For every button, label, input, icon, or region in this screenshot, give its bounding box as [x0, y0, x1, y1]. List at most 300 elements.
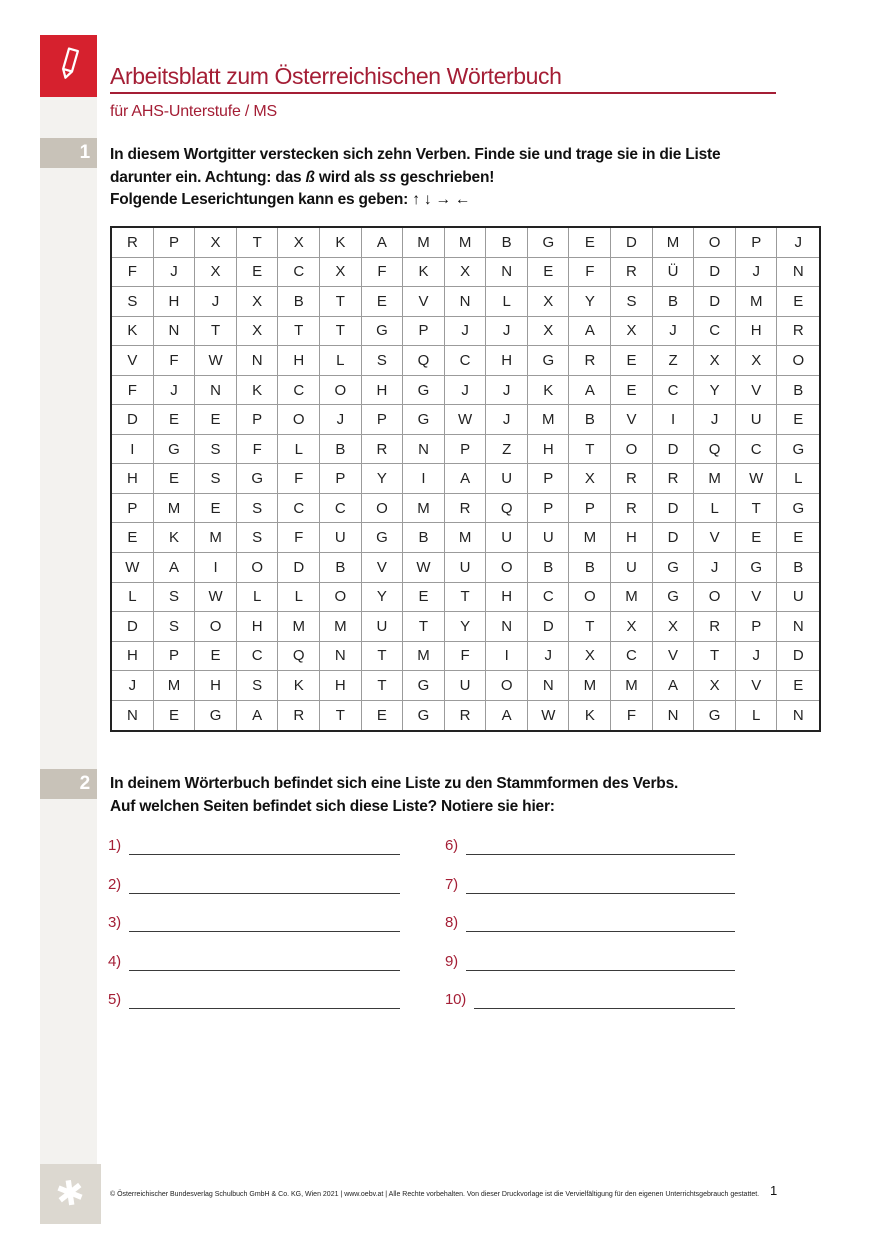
blank-number: 7): [445, 875, 458, 893]
grid-cell: K: [237, 376, 279, 406]
grid-cell: D: [112, 405, 154, 435]
grid-cell: R: [611, 464, 653, 494]
page-subtitle: für AHS-Unterstufe / MS: [110, 103, 278, 120]
grid-cell: H: [320, 671, 362, 701]
grid-cell: J: [528, 642, 570, 672]
grid-cell: M: [403, 642, 445, 672]
blank-number: 9): [445, 952, 458, 970]
grid-cell: K: [320, 228, 362, 258]
grid-cell: B: [569, 553, 611, 583]
grid-cell: H: [278, 346, 320, 376]
grid-cell: R: [653, 464, 695, 494]
grid-cell: I: [403, 464, 445, 494]
grid-cell: M: [195, 523, 237, 553]
grid-cell: G: [403, 701, 445, 731]
grid-cell: X: [611, 317, 653, 347]
blank-number: 6): [445, 837, 458, 854]
grid-cell: M: [528, 405, 570, 435]
grid-cell: R: [445, 701, 487, 731]
grid-cell: X: [320, 258, 362, 288]
grid-cell: R: [777, 317, 819, 347]
grid-cell: F: [237, 435, 279, 465]
grid-cell: C: [278, 258, 320, 288]
answer-row-4: [108, 950, 400, 971]
grid-cell: W: [403, 553, 445, 583]
grid-cell: B: [569, 405, 611, 435]
grid-cell: D: [777, 642, 819, 672]
grid-cell: T: [320, 287, 362, 317]
grid-cell: S: [237, 671, 279, 701]
grid-cell: G: [362, 317, 404, 347]
grid-cell: D: [112, 612, 154, 642]
grid-cell: Q: [694, 435, 736, 465]
grid-cell: R: [112, 228, 154, 258]
grid-cell: M: [611, 583, 653, 613]
grid-cell: S: [195, 435, 237, 465]
grid-cell: I: [112, 435, 154, 465]
grid-cell: M: [694, 464, 736, 494]
grid-cell: R: [278, 701, 320, 731]
task2-instructions: [110, 773, 810, 818]
grid-cell: M: [445, 228, 487, 258]
grid-cell: O: [486, 671, 528, 701]
grid-cell: F: [278, 464, 320, 494]
letter-grid: [110, 226, 821, 732]
grid-cell: O: [320, 583, 362, 613]
grid-cell: G: [195, 701, 237, 731]
grid-cell: O: [694, 228, 736, 258]
grid-cell: O: [486, 553, 528, 583]
grid-cell: C: [237, 642, 279, 672]
grid-cell: C: [736, 435, 778, 465]
grid-cell: V: [112, 346, 154, 376]
grid-cell: D: [694, 258, 736, 288]
blank-number: 3): [108, 914, 121, 931]
grid-cell: I: [486, 642, 528, 672]
answer-row-6: [445, 834, 735, 855]
grid-cell: M: [611, 671, 653, 701]
grid-cell: W: [528, 701, 570, 731]
grid-cell: G: [528, 228, 570, 258]
grid-cell: H: [112, 642, 154, 672]
grid-cell: X: [736, 346, 778, 376]
grid-cell: W: [112, 553, 154, 583]
grid-cell: F: [611, 701, 653, 731]
grid-cell: S: [154, 612, 196, 642]
grid-cell: N: [154, 317, 196, 347]
grid-cell: M: [569, 671, 611, 701]
grid-cell: P: [320, 464, 362, 494]
grid-cell: B: [486, 228, 528, 258]
grid-cell: L: [736, 701, 778, 731]
grid-cell: E: [528, 258, 570, 288]
grid-cell: I: [195, 553, 237, 583]
grid-cell: X: [569, 642, 611, 672]
answer-row-3: [108, 911, 400, 932]
answer-row-1: [108, 834, 400, 855]
task2-line2: Auf welchen Seiten befindet sich diese Liste? Notiere sie hier:: [110, 797, 555, 815]
grid-cell: S: [154, 583, 196, 613]
grid-cell: T: [195, 317, 237, 347]
grid-cell: U: [611, 553, 653, 583]
answer-blanks-right: [445, 834, 735, 1027]
grid-cell: F: [278, 523, 320, 553]
grid-cell: H: [362, 376, 404, 406]
grid-cell: H: [736, 317, 778, 347]
grid-cell: A: [237, 701, 279, 731]
answer-blanks-left: [108, 834, 400, 1027]
grid-cell: T: [569, 612, 611, 642]
grid-cell: V: [653, 642, 695, 672]
grid-cell: R: [362, 435, 404, 465]
grid-cell: G: [777, 435, 819, 465]
grid-cell: N: [112, 701, 154, 731]
grid-cell: U: [486, 464, 528, 494]
title-underline: [110, 92, 776, 94]
task1-line2: darunter ein. Achtung: das ß wird als ss geschrieben!: [110, 168, 495, 186]
grid-cell: E: [403, 583, 445, 613]
grid-cell: N: [792, 707, 804, 725]
grid-cell: L: [777, 464, 819, 494]
grid-cell: T: [445, 583, 487, 613]
grid-cell: P: [528, 494, 570, 524]
task1-number-badge: 1: [40, 138, 97, 168]
answer-line: [474, 990, 735, 1009]
grid-cell: G: [653, 583, 695, 613]
grid-cell: T: [278, 317, 320, 347]
grid-cell: M: [653, 228, 695, 258]
grid-cell: Z: [653, 346, 695, 376]
grid-cell: O: [694, 583, 736, 613]
grid-cell: P: [445, 435, 487, 465]
task2-line1: In deinem Wörterbuch befindet sich eine Liste zu den Stammformen des Verbs.: [110, 775, 679, 792]
grid-cell: J: [777, 228, 819, 258]
task1-line3: Folgende Leserichtungen kann es geben: ↑ ↓ → ←: [110, 191, 471, 208]
grid-cell: P: [736, 228, 778, 258]
grid-cell: B: [777, 553, 819, 583]
grid-cell: S: [237, 494, 279, 524]
answer-line: [466, 952, 735, 971]
grid-cell: B: [653, 287, 695, 317]
grid-cell: H: [112, 464, 154, 494]
grid-cell: V: [736, 583, 778, 613]
grid-cell: U: [445, 671, 487, 701]
grid-cell: B: [320, 435, 362, 465]
grid-cell: T: [694, 642, 736, 672]
grid-cell: T: [237, 228, 279, 258]
grid-cell: A: [362, 228, 404, 258]
blank-number: 10): [445, 991, 467, 1008]
grid-cell: J: [694, 553, 736, 583]
grid-cell: W: [195, 583, 237, 613]
grid-cell: K: [403, 258, 445, 288]
grid-cell: O: [611, 435, 653, 465]
grid-cell: S: [195, 464, 237, 494]
grid-cell: J: [195, 287, 237, 317]
grid-cell: B: [320, 553, 362, 583]
copyright-text: © Österreichischer Bundesverlag Schulbuch GmbH & Co. KG, Wien 2021 | www.oebv.at | Alle Rechte vorbehalten. Von dieser Druckvorlage ist die Vervielfältigung für den eigenen Unterrichtsgebrauch gestattet.: [110, 1191, 760, 1198]
answer-row-9: [445, 950, 735, 971]
grid-cell: S: [112, 287, 154, 317]
grid-cell: A: [569, 376, 611, 406]
task1-instructions: [110, 144, 810, 212]
grid-cell: T: [320, 317, 362, 347]
grid-cell: E: [154, 405, 196, 435]
grid-cell: T: [569, 435, 611, 465]
grid-cell: R: [611, 494, 653, 524]
grid-cell: E: [195, 405, 237, 435]
grid-cell: C: [445, 346, 487, 376]
grid-cell: R: [569, 346, 611, 376]
grid-cell: O: [195, 612, 237, 642]
grid-cell: Y: [362, 464, 404, 494]
grid-cell: C: [278, 376, 320, 406]
grid-cell: F: [569, 258, 611, 288]
grid-cell: Z: [486, 435, 528, 465]
grid-cell: G: [653, 553, 695, 583]
grid-cell: T: [362, 642, 404, 672]
grid-cell: E: [195, 642, 237, 672]
answer-line: [466, 875, 735, 894]
blank-number: 2): [108, 875, 121, 893]
grid-cell: F: [154, 346, 196, 376]
answer-line: [466, 913, 735, 932]
direction-arrows: ↑ ↓ → ←: [412, 191, 471, 208]
grid-cell: Q: [486, 494, 528, 524]
grid-cell: R: [445, 494, 487, 524]
grid-cell: H: [195, 671, 237, 701]
grid-cell: X: [237, 317, 279, 347]
grid-cell: T: [403, 612, 445, 642]
grid-cell: V: [362, 553, 404, 583]
grid-cell: B: [278, 287, 320, 317]
grid-cell: W: [445, 405, 487, 435]
grid-cell: H: [237, 612, 279, 642]
grid-cell: X: [694, 671, 736, 701]
grid-cell: E: [362, 287, 404, 317]
grid-cell: X: [569, 464, 611, 494]
grid-cell: E: [154, 464, 196, 494]
grid-cell: J: [486, 376, 528, 406]
grid-cell: E: [777, 671, 819, 701]
answer-line: [129, 875, 400, 894]
grid-cell: E: [112, 523, 154, 553]
grid-cell: G: [694, 701, 736, 731]
grid-cell: P: [403, 317, 445, 347]
grid-cell: J: [154, 376, 196, 406]
grid-cell: P: [736, 612, 778, 642]
grid-cell: V: [736, 671, 778, 701]
grid-cell: W: [736, 464, 778, 494]
grid-cell: X: [237, 287, 279, 317]
grid-cell: G: [403, 376, 445, 406]
grid-cell: H: [486, 346, 528, 376]
grid-cell: J: [736, 258, 778, 288]
grid-cell: C: [653, 376, 695, 406]
grid-cell: U: [486, 523, 528, 553]
grid-cell: E: [736, 523, 778, 553]
grid-cell: Y: [569, 287, 611, 317]
grid-cell: E: [777, 405, 819, 435]
grid-cell: J: [445, 317, 487, 347]
grid-cell: D: [528, 612, 570, 642]
answer-line: [129, 952, 400, 971]
grid-cell: H: [154, 287, 196, 317]
grid-cell: T: [362, 671, 404, 701]
grid-cell: M: [403, 228, 445, 258]
page-number: 1: [770, 1183, 778, 1198]
answer-row-7: [445, 873, 735, 894]
grid-cell: M: [154, 494, 196, 524]
grid-cell: D: [278, 553, 320, 583]
task1-line1: In diesem Wortgitter verstecken sich zehn Verben. Finde sie und trage sie in die Liste: [110, 146, 721, 163]
grid-cell: D: [694, 287, 736, 317]
grid-cell: N: [777, 258, 819, 288]
grid-cell: K: [569, 701, 611, 731]
publisher-logo: [40, 1164, 101, 1224]
grid-cell: S: [611, 287, 653, 317]
grid-cell: A: [486, 701, 528, 731]
grid-cell: X: [528, 317, 570, 347]
grid-cell: Y: [445, 612, 487, 642]
grid-cell: J: [653, 317, 695, 347]
grid-cell: E: [195, 494, 237, 524]
grid-cell: C: [320, 494, 362, 524]
grid-cell: C: [694, 317, 736, 347]
blank-number: 1): [108, 837, 121, 854]
grid-cell: P: [154, 642, 196, 672]
grid-cell: G: [736, 553, 778, 583]
grid-cell: Q: [403, 346, 445, 376]
header-accent-square: [40, 35, 97, 97]
grid-cell: H: [486, 583, 528, 613]
grid-cell: O: [278, 405, 320, 435]
grid-cell: P: [569, 494, 611, 524]
grid-cell: J: [320, 405, 362, 435]
grid-cell: U: [736, 405, 778, 435]
grid-cell: F: [112, 258, 154, 288]
grid-cell: L: [237, 583, 279, 613]
grid-cell: F: [112, 376, 154, 406]
grid-cell: P: [237, 405, 279, 435]
grid-cell: I: [653, 405, 695, 435]
grid-cell: N: [528, 671, 570, 701]
grid-cell: N: [195, 376, 237, 406]
grid-cell: G: [237, 464, 279, 494]
grid-cell: L: [278, 435, 320, 465]
grid-cell: N: [653, 701, 695, 731]
blank-number: 8): [445, 914, 458, 931]
grid-cell: M: [154, 671, 196, 701]
answer-row-10: [445, 988, 735, 1009]
grid-cell: J: [486, 317, 528, 347]
grid-cell: X: [445, 258, 487, 288]
grid-cell: N: [486, 258, 528, 288]
grid-cell: N: [777, 612, 819, 642]
grid-cell: D: [653, 523, 695, 553]
grid-cell: E: [362, 701, 404, 731]
grid-cell: W: [195, 346, 237, 376]
grid-cell: D: [653, 435, 695, 465]
answer-row-5: [108, 988, 400, 1009]
grid-cell: O: [362, 494, 404, 524]
grid-cell: B: [403, 523, 445, 553]
grid-cell: G: [362, 523, 404, 553]
grid-cell: N: [486, 612, 528, 642]
asterisk-logo-icon: ✱: [53, 1173, 88, 1215]
grid-cell: G: [154, 435, 196, 465]
answer-row-2: [108, 873, 400, 894]
grid-cell: H: [528, 435, 570, 465]
grid-cell: E: [611, 346, 653, 376]
answer-line: [466, 836, 735, 855]
grid-cell: B: [528, 553, 570, 583]
grid-cell: P: [362, 405, 404, 435]
answer-row-8: [445, 911, 735, 932]
grid-cell: G: [528, 346, 570, 376]
grid-cell: V: [611, 405, 653, 435]
grid-cell: V: [736, 376, 778, 406]
grid-cell: M: [569, 523, 611, 553]
grid-cell: E: [569, 228, 611, 258]
grid-cell: U: [320, 523, 362, 553]
grid-cell: J: [112, 671, 154, 701]
answer-line: [129, 990, 400, 1009]
grid-cell: L: [112, 583, 154, 613]
grid-cell: A: [445, 464, 487, 494]
left-margin-strip: [40, 97, 97, 1164]
grid-cell: A: [569, 317, 611, 347]
grid-cell: E: [154, 701, 196, 731]
grid-cell: M: [278, 612, 320, 642]
grid-cell: P: [528, 464, 570, 494]
pencil-icon: [52, 42, 86, 91]
grid-cell: O: [569, 583, 611, 613]
grid-cell: J: [486, 405, 528, 435]
grid-cell: N: [320, 642, 362, 672]
grid-cell: Y: [362, 583, 404, 613]
grid-cell: C: [528, 583, 570, 613]
grid-cell: J: [445, 376, 487, 406]
grid-cell: T: [736, 494, 778, 524]
grid-cell: A: [154, 553, 196, 583]
grid-cell: M: [736, 287, 778, 317]
grid-cell: P: [112, 494, 154, 524]
grid-cell: V: [694, 523, 736, 553]
grid-cell: J: [154, 258, 196, 288]
grid-cell: R: [611, 258, 653, 288]
grid-cell: J: [694, 405, 736, 435]
grid-cell: Y: [694, 376, 736, 406]
grid-cell: U: [445, 553, 487, 583]
grid-cell: G: [777, 494, 819, 524]
grid-cell: A: [653, 671, 695, 701]
grid-cell: C: [278, 494, 320, 524]
grid-cell: X: [195, 228, 237, 258]
grid-cell: Ü: [653, 258, 695, 288]
grid-cell: B: [777, 376, 819, 406]
grid-cell: R: [694, 612, 736, 642]
grid-cell: X: [195, 258, 237, 288]
grid-cell: O: [237, 553, 279, 583]
grid-cell: D: [653, 494, 695, 524]
grid-cell: P: [154, 228, 196, 258]
grid-cell: N: [237, 346, 279, 376]
grid-cell: L: [694, 494, 736, 524]
task2-number-badge: 2: [40, 769, 97, 799]
grid-cell: S: [362, 346, 404, 376]
grid-cell: J: [736, 642, 778, 672]
